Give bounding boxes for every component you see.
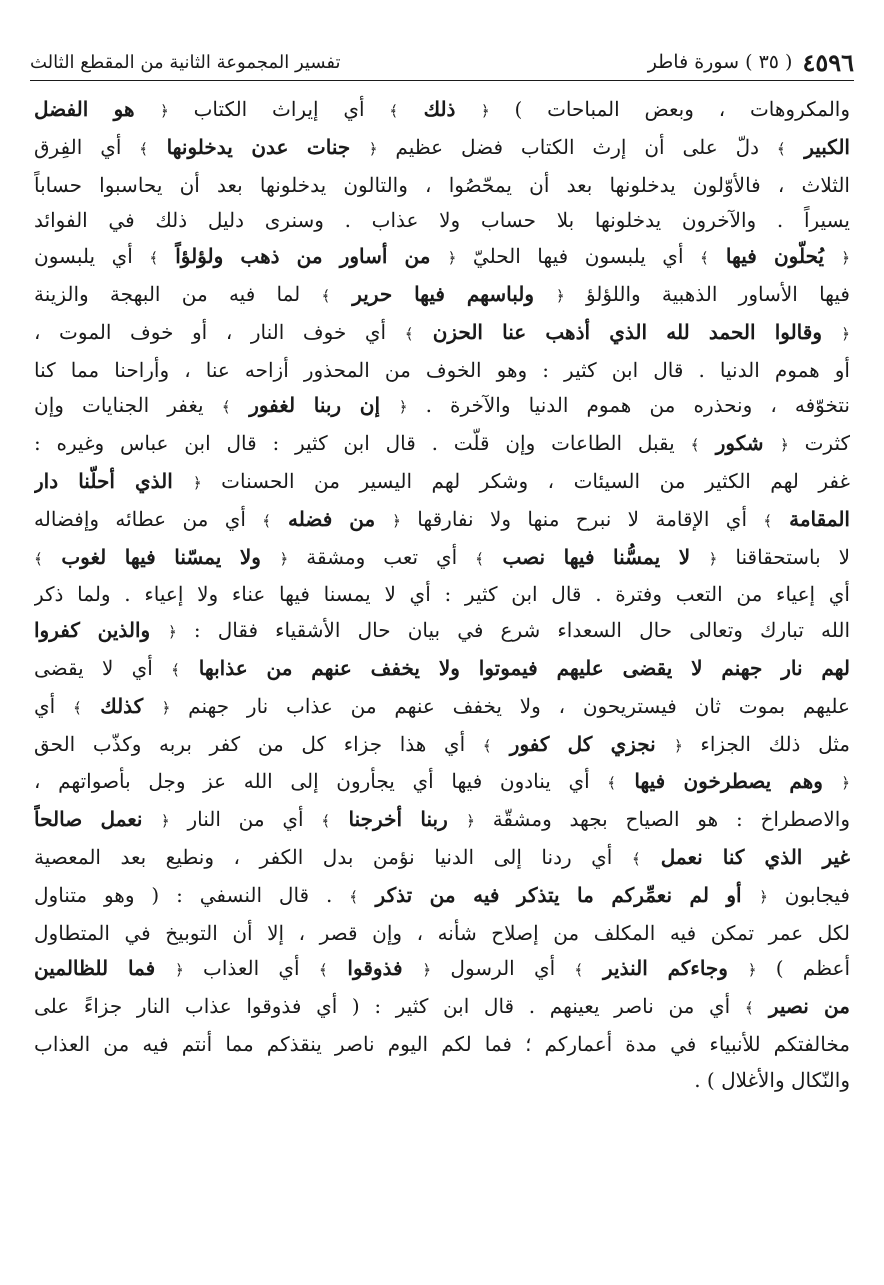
commentary-text: أي إعياء من التعب وفترة . قال ابن كثير : أي لا يمسنا فيها عناء ولا إعياء . ولما ذكر bbox=[34, 582, 850, 607]
text-line bbox=[34, 388, 850, 426]
quran-bracket: ﴿ bbox=[161, 698, 171, 717]
commentary-text: . قال النسفي : ( وهو متناول bbox=[34, 882, 350, 907]
surah-name: ( ٣٥ ) سورة فاطر bbox=[647, 51, 793, 73]
commentary-text: دلّ على أن إرث الكتاب فضل عظيم bbox=[377, 134, 777, 159]
text-line bbox=[34, 540, 850, 578]
commentary-text: أي من النار bbox=[169, 807, 322, 832]
text-line bbox=[34, 168, 850, 204]
quran-bracket: ﴾ bbox=[262, 511, 272, 530]
quran-bracket: ﴿ bbox=[555, 286, 565, 305]
quran-bracket: ﴾ bbox=[318, 961, 328, 980]
quran-bracket: ﴾ bbox=[776, 139, 786, 158]
quran-bracket: ﴿ bbox=[159, 102, 169, 120]
commentary-text: كثرت bbox=[788, 431, 850, 456]
quran-bracket: ﴿ bbox=[841, 249, 850, 268]
text-line bbox=[34, 130, 850, 168]
quran-text: فذوقوا bbox=[327, 956, 423, 981]
quran-bracket: ﴾ bbox=[73, 698, 82, 717]
quran-bracket: ﴾ bbox=[321, 286, 331, 305]
commentary-text: أو هموم الدنيا . قال ابن كثير : وهو الخوف من المحذور أزاحه عنا ، وأراحنا مما كنا bbox=[34, 357, 850, 382]
quran-text: ربنا أخرجنا bbox=[330, 807, 467, 832]
page-header bbox=[30, 44, 854, 81]
quran-bracket: ﴿ bbox=[841, 774, 850, 793]
commentary-text: غفر لهم الكثير من السيئات ، وشكر لهم اليسير من الحسنات bbox=[201, 468, 850, 493]
quran-text: الكبير bbox=[785, 134, 850, 159]
quran-text: من نصير bbox=[753, 994, 850, 1019]
header-right bbox=[648, 48, 854, 77]
quran-bracket: ﴿ bbox=[368, 139, 378, 158]
quran-text: نجزي كل كفور bbox=[491, 731, 674, 756]
commentary-text: أي الرسول bbox=[431, 956, 575, 981]
text-line bbox=[34, 878, 850, 916]
commentary-text: والنّكال والأغلال ) . bbox=[694, 1067, 850, 1092]
commentary-text: لا باستحقاقنا bbox=[717, 544, 850, 569]
quran-bracket: ﴾ bbox=[349, 887, 359, 906]
quran-text: وهم يصطرخون فيها bbox=[616, 769, 842, 794]
commentary-text: والمكروهات ، وبعض المباحات ) bbox=[489, 97, 850, 121]
quran-bracket: ﴿ bbox=[398, 398, 408, 417]
quran-bracket: ﴾ bbox=[744, 999, 754, 1018]
quran-text: من فضله bbox=[271, 506, 393, 531]
text-line bbox=[34, 689, 850, 727]
quran-text: فما للظالمين bbox=[34, 956, 175, 981]
text-line bbox=[34, 353, 850, 389]
text-line bbox=[34, 1063, 850, 1099]
quran-bracket: ﴿ bbox=[747, 961, 757, 980]
text-line bbox=[34, 916, 850, 952]
quran-bracket: ﴿ bbox=[174, 961, 184, 980]
quran-text: غير الذي كنا نعمل bbox=[640, 844, 850, 869]
text-line bbox=[34, 239, 850, 277]
quran-bracket: ﴿ bbox=[279, 549, 289, 568]
quran-text: كذلك bbox=[81, 693, 162, 718]
quran-text: يُحلّون فيها bbox=[708, 244, 842, 269]
quran-text: ولا يمسّنا فيها لغوب bbox=[42, 544, 280, 569]
quran-bracket: ﴿ bbox=[422, 961, 432, 980]
section-title: تفسير المجموعة الثانية من المقطع الثالث bbox=[30, 51, 341, 73]
text-line bbox=[34, 613, 850, 651]
quran-bracket: ﴾ bbox=[690, 436, 700, 455]
text-line bbox=[34, 203, 850, 239]
commentary-text: عليهم بموت ثان فيستريحون ، ولا يخفف عنهم من عذاب نار جهنم bbox=[170, 693, 850, 718]
commentary-text: الثلاث ، فالأوّلون يدخلونها بعد أن يمحّصُوا ، والتالون يدخلونها بعد أن يحاسبوا حساباً bbox=[34, 172, 850, 197]
quran-bracket: ﴿ bbox=[759, 887, 768, 906]
quran-bracket: ﴿ bbox=[779, 436, 789, 455]
quran-bracket: ﴿ bbox=[708, 549, 718, 568]
quran-bracket: ﴾ bbox=[607, 774, 617, 793]
commentary-text: أي خوف النار ، أو خوف الموت ، bbox=[34, 319, 405, 344]
quran-bracket: ﴾ bbox=[700, 249, 709, 268]
quran-text: وقالوا الحمد لله الذي أذهب عنا الحزن bbox=[413, 319, 842, 344]
quran-bracket: ﴿ bbox=[480, 102, 490, 120]
text-line bbox=[34, 577, 850, 613]
quran-bracket: ﴾ bbox=[482, 736, 492, 755]
text-line bbox=[34, 1027, 850, 1063]
commentary-text: أي العذاب bbox=[183, 956, 319, 981]
commentary-text: يسيراً . والآخرون يدخلونها بلا حساب ولا عذاب . وسنرى دليل ذلك في الفوائد bbox=[34, 208, 850, 233]
text-line bbox=[34, 464, 850, 502]
commentary-text: لما فيه من البهجة والزينة bbox=[34, 281, 322, 306]
quran-bracket: ﴾ bbox=[763, 511, 773, 530]
quran-bracket: ﴾ bbox=[321, 812, 331, 831]
quran-bracket: ﴿ bbox=[841, 324, 850, 343]
text-line bbox=[34, 502, 850, 540]
commentary-text: الله تبارك وتعالى حال السعداء شرع في بيان حال الأشقياء فقال : bbox=[176, 618, 850, 643]
commentary-text: مثل ذلك الجزاء bbox=[682, 731, 850, 756]
quran-text: المقامة bbox=[772, 506, 850, 531]
commentary-text: أي يلبسون bbox=[34, 244, 150, 269]
quran-bracket: ﴾ bbox=[34, 549, 43, 568]
commentary-text: يغفر الجنايات وإن bbox=[34, 393, 222, 418]
commentary-text: أي ردنا إلى الدنيا نؤمن بدل الكفر ، ونطيع بعد المعصية bbox=[34, 844, 632, 869]
quran-bracket: ﴿ bbox=[466, 812, 475, 831]
quran-text: أو لم نعمِّركم ما يتذكر فيه من تذكر bbox=[358, 882, 760, 907]
quran-bracket: ﴾ bbox=[149, 249, 159, 268]
text-line bbox=[34, 951, 850, 989]
text-line bbox=[34, 727, 850, 765]
quran-bracket: ﴿ bbox=[447, 249, 457, 268]
commentary-text: والاصطراخ : هو الصياح بجهد ومشقّة bbox=[474, 807, 850, 832]
commentary-text: أي ينادون فيها أي يجأرون إلى الله عز وجل بأصواتهم ، bbox=[34, 769, 608, 794]
commentary-text: نتخوّفه ، ونحذره من هموم الدنيا والآخرة . bbox=[407, 393, 850, 418]
commentary-text: فيها الأساور الذهبية واللؤلؤ bbox=[564, 281, 850, 306]
commentary-text: أي تعب ومشقة bbox=[288, 544, 476, 569]
commentary-text: أي bbox=[34, 693, 74, 718]
quran-bracket: ﴿ bbox=[160, 812, 170, 831]
text-line bbox=[34, 989, 850, 1027]
commentary-text: أي الفِرق bbox=[34, 134, 140, 159]
quran-bracket: ﴿ bbox=[167, 623, 177, 642]
quran-text: والذين كفروا bbox=[34, 618, 168, 643]
quran-bracket: ﴿ bbox=[673, 736, 683, 755]
quran-bracket: ﴾ bbox=[389, 102, 399, 120]
commentary-text: أي من ناصر يعينهم . قال ابن كثير : ( أي فذوقوا عذاب النار جزاءً على bbox=[34, 994, 745, 1019]
text-line bbox=[34, 92, 850, 130]
quran-bracket: ﴾ bbox=[631, 849, 641, 868]
quran-text: جنات عدن يدخلونها bbox=[148, 134, 369, 159]
quran-bracket: ﴾ bbox=[221, 398, 231, 417]
page-number: ٤٥٩٦ bbox=[802, 47, 854, 77]
text-line bbox=[34, 802, 850, 840]
commentary-text: لكل عمر تمكن فيه المكلف من إصلاح شأنه ، وإن قصر ، إلا أن التوبيخ في المتطاول bbox=[34, 920, 850, 945]
quran-text: وجاءكم النذير bbox=[583, 956, 748, 981]
commentary-text: يقبل الطاعات وإن قلّت . قال ابن كثير : قال ابن عباس وغيره : bbox=[34, 431, 691, 456]
commentary-text: أي إيراث الكتاب bbox=[168, 97, 390, 121]
quran-text: الذي أحلّنا دار bbox=[34, 468, 193, 493]
text-line bbox=[34, 764, 850, 802]
commentary-text: مخالفتكم للأنبياء في مدة أعماركم ؛ فما لكم اليوم ناصر ينقذكم مما أنتم فيه من العذاب bbox=[34, 1031, 850, 1056]
quran-text: من أساور من ذهب ولؤلؤاً bbox=[158, 244, 448, 269]
quran-text: لا يمسُّنا فيها نصب bbox=[483, 544, 709, 569]
quran-bracket: ﴾ bbox=[139, 139, 149, 158]
commentary-text: أي يلبسون فيها الحليّ bbox=[456, 244, 701, 269]
text-line bbox=[34, 840, 850, 878]
quran-bracket: ﴿ bbox=[192, 473, 202, 492]
quran-text: ولباسهم فيها حرير bbox=[330, 281, 556, 306]
text-line bbox=[34, 315, 850, 353]
commentary-text: أي هذا جزاء كل من كفر بربه وكذّب الحق bbox=[34, 731, 483, 756]
quran-text: هو الفضل bbox=[34, 97, 160, 121]
quran-text: ذلك bbox=[398, 97, 481, 121]
text-line bbox=[34, 426, 850, 464]
quran-bracket: ﴾ bbox=[574, 961, 584, 980]
body-text bbox=[34, 92, 850, 1099]
quran-bracket: ﴾ bbox=[171, 660, 180, 679]
quran-text: نعمل صالحاً bbox=[34, 807, 161, 832]
quran-text: شكور bbox=[699, 431, 780, 456]
quran-text: لهم نار جهنم لا يقضى عليهم فيموتوا ولا يخفف عنهم من عذابها bbox=[179, 655, 850, 680]
quran-bracket: ﴾ bbox=[404, 324, 414, 343]
text-line bbox=[34, 651, 850, 689]
quran-bracket: ﴾ bbox=[475, 549, 484, 568]
commentary-text: أي لا يقضى bbox=[34, 655, 172, 680]
commentary-text: أعظم ) bbox=[756, 956, 850, 981]
commentary-text: أي الإقامة لا نبرح منها ولا نفارقها bbox=[400, 506, 764, 531]
text-line bbox=[34, 277, 850, 315]
quran-bracket: ﴿ bbox=[392, 511, 401, 530]
commentary-text: أي من عطائه وإفضاله bbox=[34, 506, 263, 531]
commentary-text: فيجابون bbox=[767, 882, 850, 907]
quran-text: إن ربنا لغفور bbox=[230, 393, 399, 418]
